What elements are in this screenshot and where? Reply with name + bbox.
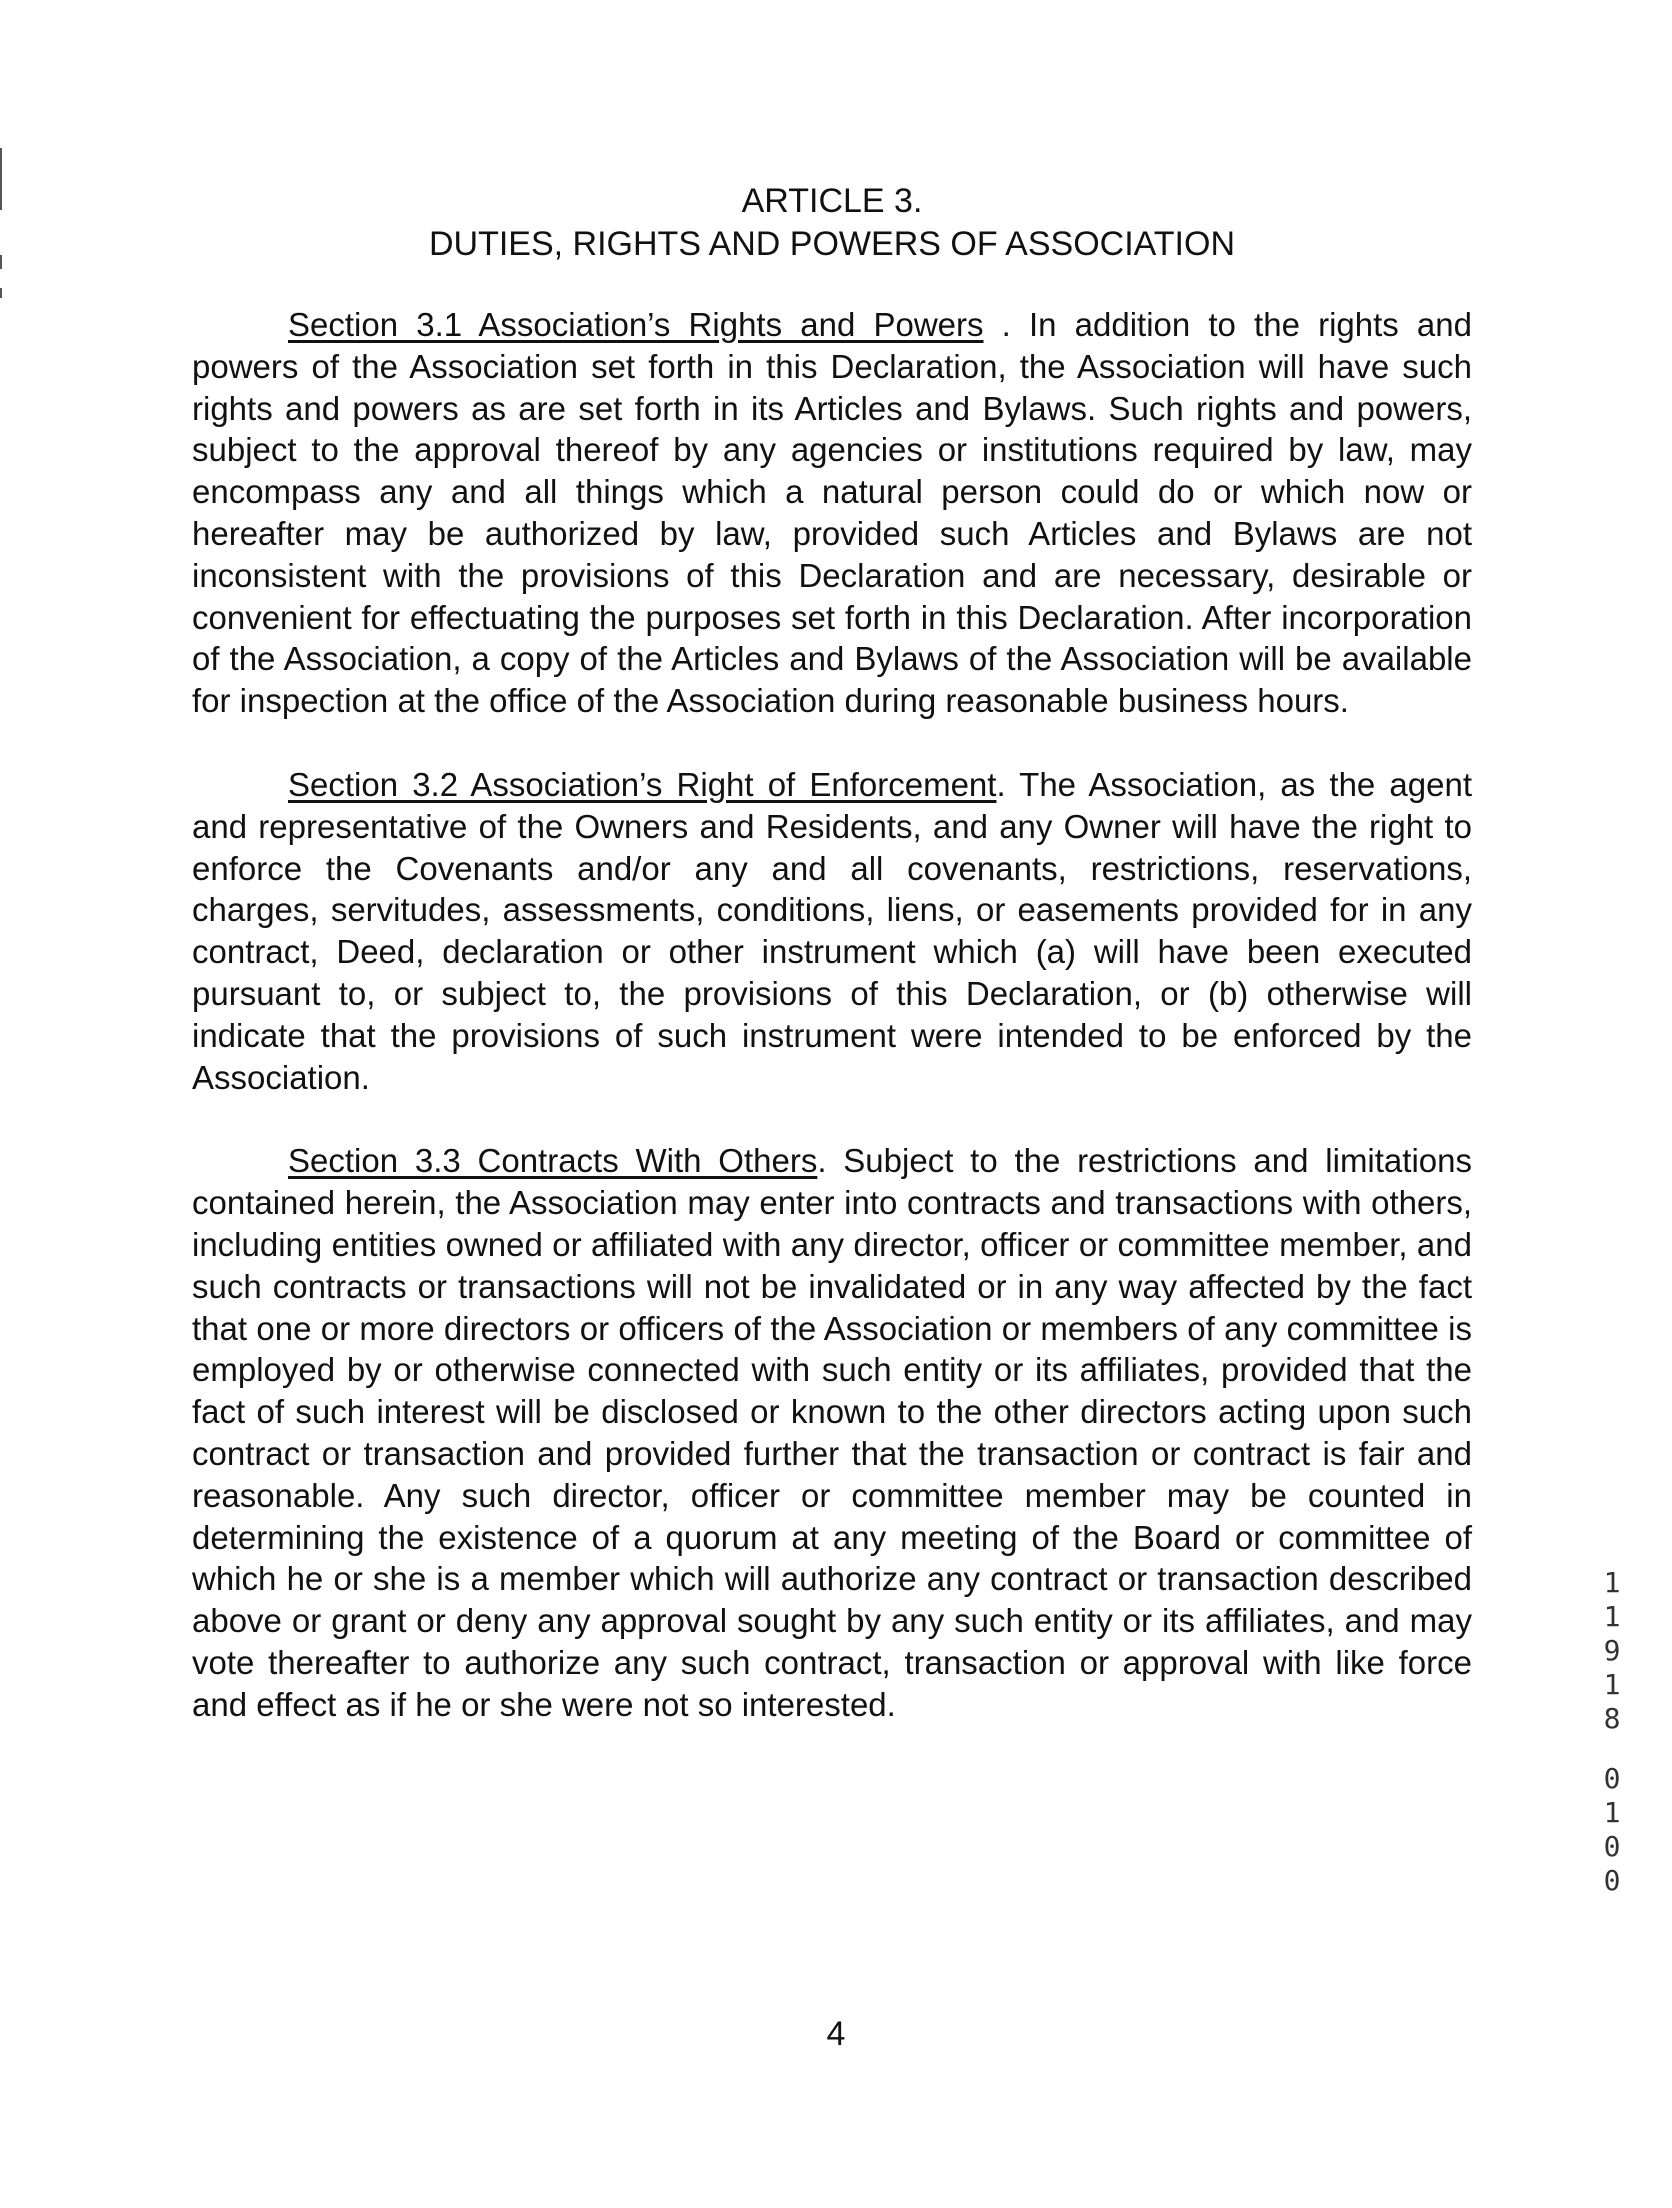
- section-body: The Association, as the agent and representative of the Owners and Residents, and any Owner will have the right to enforce the Covenants and/or any and all covenants, restrictions, reservations, charges, servitudes, assessments, conditions, liens, or easements provided for in any contract, Deed, declaration or other instrument which (a) will have been executed pursuant to, or subject to, the provisions of this Declaration, or (b) otherwise will indicate that the provisions of such instrument were intended to be enforced by the Association.: [192, 765, 1472, 1096]
- scan-margin-mark: [0, 148, 2, 210]
- section-title: Section 3.2 Association’s Right of Enforcement: [288, 765, 997, 803]
- section-title-punctuation: .: [996, 765, 1020, 803]
- stamp-digit: 9: [1603, 1634, 1621, 1667]
- stamp-digit: 1: [1603, 1796, 1621, 1829]
- section-3-2: [192, 764, 1472, 1098]
- stamp-digit: 1: [1603, 1668, 1621, 1701]
- section-body: In addition to the rights and powers of the Association set forth in this Declaration, the Association will have such rights and powers as are set forth in its Articles and Bylaws. Such rights and powers, subject to the approval thereof by any agencies or institutions required by law, may encompass any and all things which a natural person could do or which now or hereafter may be authorized by law, provided such Articles and Bylaws are not inconsistent with the provisions of this Declaration and are necessary, desirable or convenient for effectuating the purposes set forth in this Declaration. After incorporation of the Association, a copy of the Articles and Bylaws of the Association will be available for inspection at the office of the Association during reasonable business hours.: [192, 306, 1472, 720]
- section-body: Subject to the restrictions and limitations contained herein, the Association may enter into contracts and transactions with others, including entities owned or affiliated with any director, officer or committee member, and such contracts or transactions will not be invalidated or in any way affected by the fact that one or more directors or officers of the Association or members of any committee is employed by or otherwise connected with such entity or its affiliates, provided that the fact of such interest will be disclosed or known to the other directors acting upon such contract or transaction and provided further that the transaction or contract is fair and reasonable. Any such director, officer or committee member may be counted in determining the existence of a quorum at any meeting of the Board or committee of which he or she is a member which will authorize any contract or transaction described above or grant or deny any approval sought by any such entity or its affiliates, and may vote thereafter to authorize any such contract, transaction or approval with like force and effect as if he or she were not so interested.: [192, 1142, 1472, 1723]
- stamp-digit: 1: [1603, 1600, 1621, 1633]
- stamp-digit: 0: [1603, 1762, 1621, 1795]
- scan-margin-mark: [0, 255, 2, 269]
- section-title-punctuation: .: [983, 306, 1029, 343]
- section-3-3: [192, 1140, 1472, 1725]
- article-number: ARTICLE 3.: [741, 182, 923, 220]
- section-title: Section 3.1 Association’s Rights and Powers: [288, 306, 984, 343]
- recording-stamp-lower: [1598, 1762, 1626, 1898]
- stamp-digit: 1: [1603, 1566, 1621, 1599]
- section-title: Section 3.3 Contracts With Others: [288, 1142, 818, 1180]
- stamp-digit: 0: [1603, 1864, 1621, 1897]
- page-number: 4: [826, 2015, 846, 2053]
- document-page: [192, 180, 1472, 1726]
- recording-stamp-upper: [1598, 1566, 1626, 1736]
- section-3-1: [192, 304, 1472, 722]
- article-title: DUTIES, RIGHTS AND POWERS OF ASSOCIATION: [428, 225, 1236, 263]
- stamp-digit: 8: [1603, 1702, 1621, 1735]
- section-title-punctuation: .: [817, 1142, 844, 1180]
- stamp-digit: 0: [1603, 1830, 1621, 1863]
- scan-margin-mark: [0, 288, 2, 298]
